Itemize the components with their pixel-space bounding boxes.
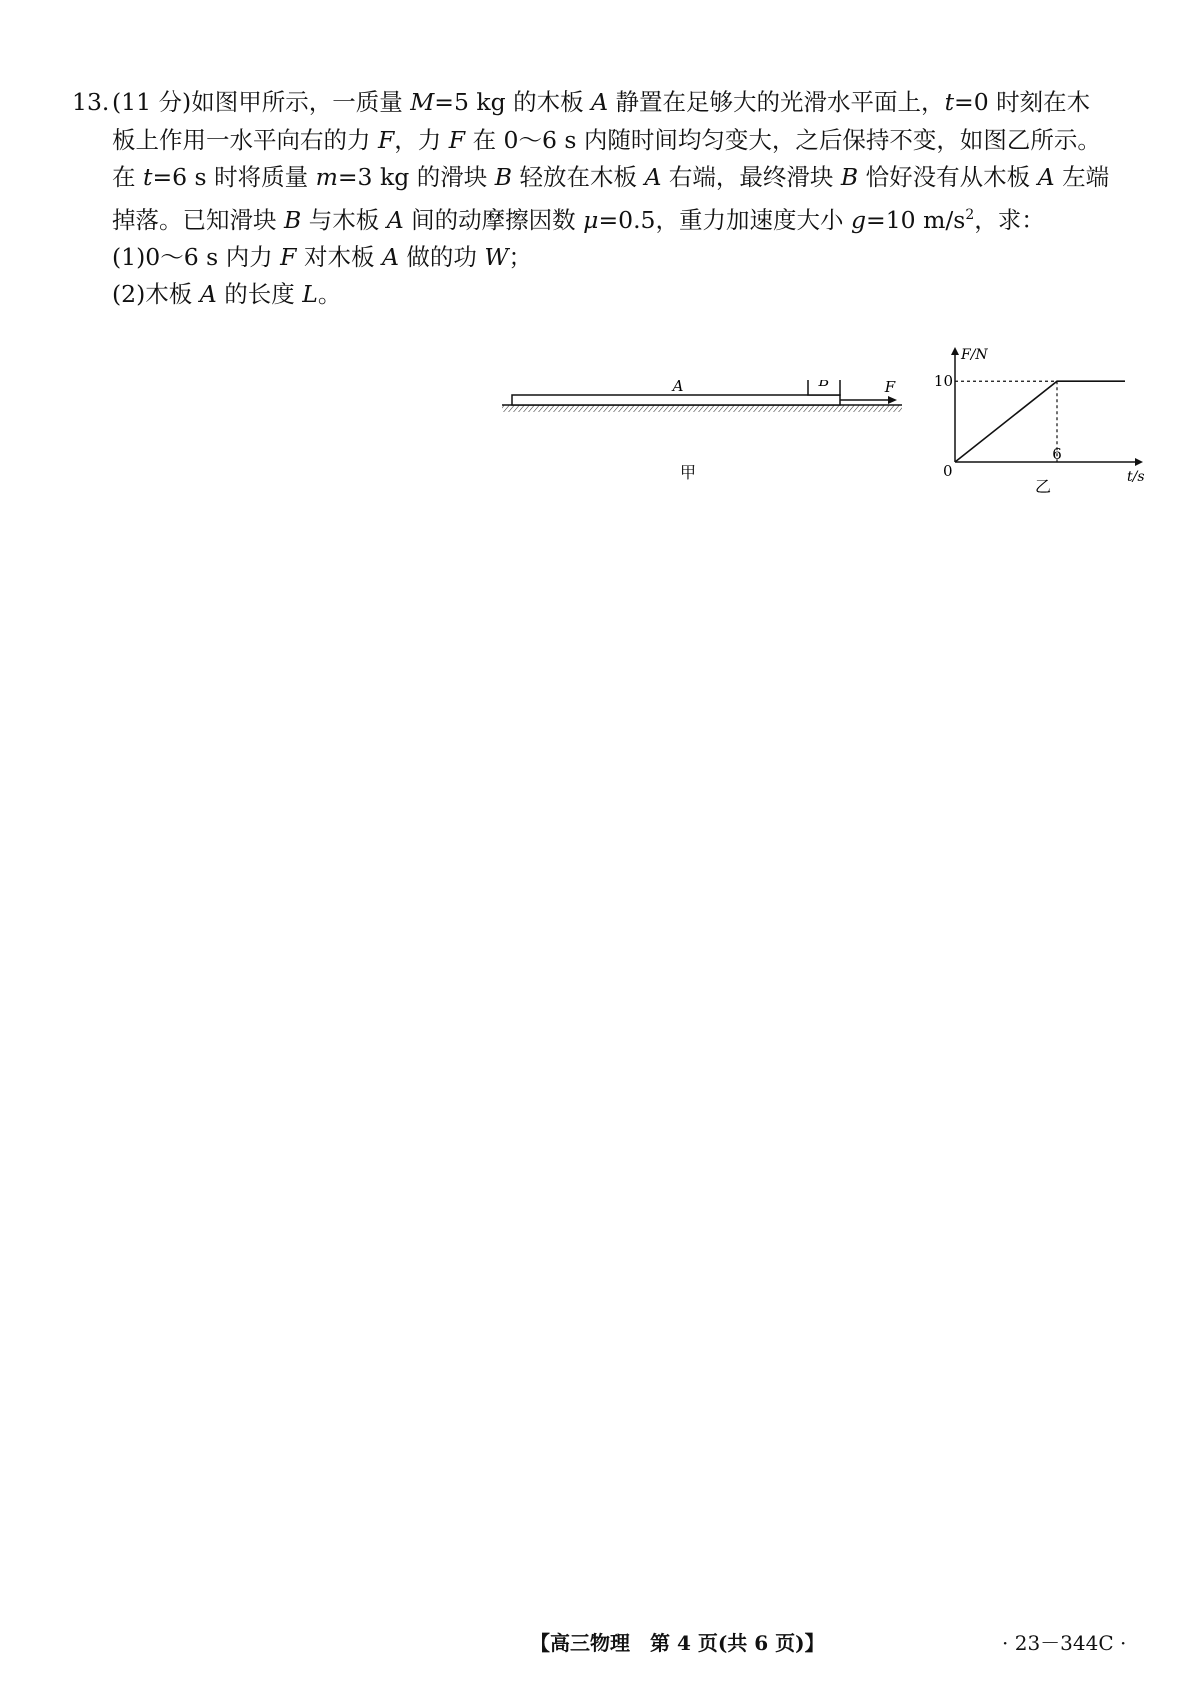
y-axis-arrow <box>951 347 959 355</box>
text: 板上作用一水平向右的力 <box>112 125 378 154</box>
x-axis-label: t/s <box>1127 469 1145 485</box>
question-line-4 <box>72 197 1142 239</box>
figure-jia <box>490 380 920 494</box>
text: (1)0～6 s 内力 <box>112 242 281 271</box>
text: =0.5，重力加速度大小 <box>598 205 851 234</box>
sub-question-1 <box>72 239 1142 277</box>
var-A: A <box>386 205 404 234</box>
y-axis-label: F/N <box>961 347 988 363</box>
text: ； <box>508 242 533 271</box>
text: 在 0～6 s 内随时间均匀变大，之后保持不变，如图乙所示。 <box>465 125 1101 154</box>
text: 的长度 <box>216 280 303 309</box>
question-number: 13. <box>72 88 110 116</box>
var-A: A <box>591 88 609 116</box>
var-F: F <box>377 125 395 154</box>
text: =5 kg 的木板 <box>434 88 592 116</box>
question-line-2 <box>72 122 1142 160</box>
text: ，求： <box>974 205 1045 234</box>
force-arrow-head <box>888 396 897 404</box>
var-m: m <box>315 163 338 191</box>
sub-question-2 <box>72 276 1142 314</box>
var-F: F <box>448 125 466 154</box>
text: 轻放在木板 <box>511 163 645 191</box>
board-diagram <box>490 380 920 490</box>
text: =10 m/s <box>866 205 966 234</box>
text: 掉落。已知滑块 <box>112 205 284 234</box>
question-line-3 <box>72 159 1142 197</box>
x-axis-arrow <box>1135 458 1143 466</box>
text: 左端 <box>1054 163 1110 191</box>
ground-hatch <box>502 405 902 412</box>
x-tick-label: 6 <box>1052 445 1062 463</box>
var-A: A <box>644 163 662 191</box>
footer-page-info: 【高三物理 第 4 页(共 6 页)】 <box>530 1631 825 1655</box>
var-M: M <box>410 88 435 116</box>
y-tick-label: 10 <box>933 372 953 391</box>
var-A: A <box>1037 163 1055 191</box>
caption-jia: 甲 <box>679 463 697 482</box>
text: 做的功 <box>398 242 485 271</box>
var-L: L <box>302 280 318 309</box>
var-t: t <box>142 163 153 191</box>
text: 与木板 <box>301 205 387 234</box>
caption-yi: 乙 <box>1034 477 1052 495</box>
var-W: W <box>484 242 509 271</box>
var-B: B <box>840 163 859 191</box>
var-t: t <box>944 88 955 116</box>
force-label: F <box>884 380 896 396</box>
series-force <box>955 381 1125 462</box>
text: 恰好没有从木板 <box>858 163 1038 191</box>
text: =3 kg 的滑块 <box>337 163 495 191</box>
question-13 <box>72 84 1142 314</box>
exponent: 2 <box>965 206 975 223</box>
footer-code: · 23－344C · <box>1002 1631 1127 1655</box>
force-time-graph <box>915 345 1145 495</box>
text: 对木板 <box>296 242 382 271</box>
text: 在 <box>112 163 143 191</box>
var-B: B <box>494 163 512 191</box>
text: 右端，最终滑块 <box>661 163 841 191</box>
block-label: B <box>818 380 830 390</box>
var-A: A <box>381 242 399 271</box>
question-line-1 <box>72 84 1142 122</box>
board-a <box>512 395 840 405</box>
text: 。 <box>317 280 342 309</box>
var-g: g <box>850 205 867 234</box>
text: =6 s 时将质量 <box>152 163 316 191</box>
board-label: A <box>672 380 684 395</box>
var-F: F <box>280 242 297 271</box>
var-A: A <box>199 280 217 309</box>
figure-yi <box>915 345 1145 499</box>
text: 间的动摩擦因数 <box>403 205 584 234</box>
text: =0 时刻在木 <box>954 88 1091 116</box>
var-mu: μ <box>583 205 599 234</box>
text: ，力 <box>394 125 449 154</box>
text: 静置在足够大的光滑水平面上， <box>608 88 945 116</box>
text: (11 分)如图甲所示，一质量 <box>112 88 411 116</box>
var-B: B <box>283 205 302 234</box>
text: (2)木板 <box>112 280 200 309</box>
origin-label: 0 <box>943 462 953 480</box>
